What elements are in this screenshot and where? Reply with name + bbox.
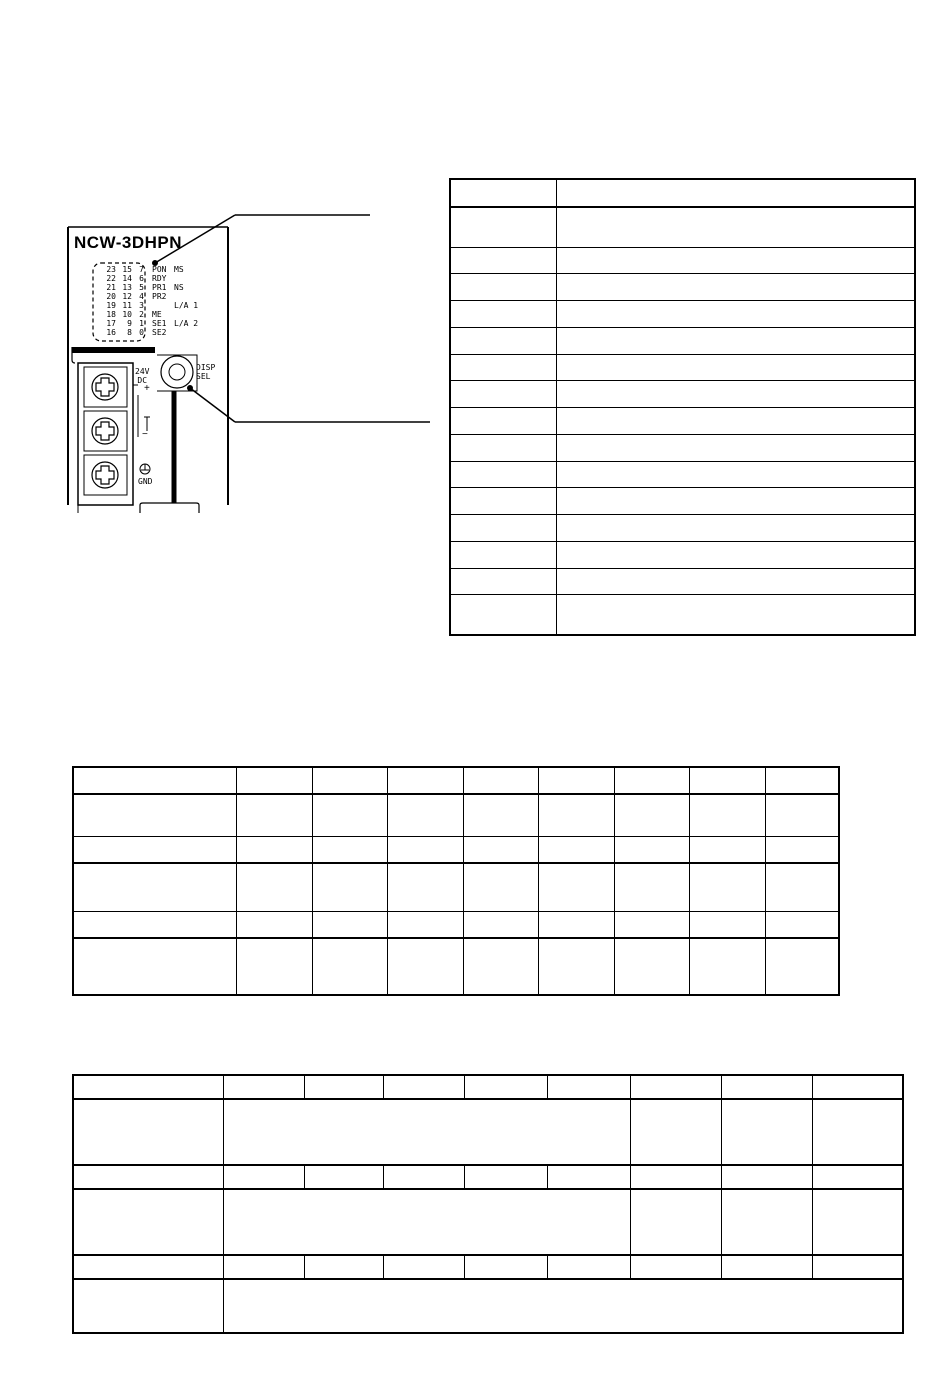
table-row xyxy=(450,515,915,542)
table-row xyxy=(450,408,915,435)
table-header-row xyxy=(73,767,839,794)
table-row xyxy=(450,327,915,354)
la2-label: L/A 2 xyxy=(174,319,199,328)
la1-label: L/A 1 xyxy=(174,301,199,310)
table-row xyxy=(73,1099,903,1165)
table-row xyxy=(450,461,915,488)
table-row xyxy=(73,1189,903,1255)
gnd-label: GND xyxy=(138,477,153,486)
table-row xyxy=(450,247,915,274)
table-row xyxy=(73,1279,903,1333)
disp-sel-label: DISP SEL xyxy=(196,363,216,381)
table-row xyxy=(450,568,915,595)
led-number-column-2: 15 14 13 12 11 10 9 8 xyxy=(122,265,132,337)
display-select-table-2 xyxy=(72,1074,904,1334)
table-row xyxy=(450,541,915,568)
table-row xyxy=(450,434,915,461)
led-number-column-1: 23 22 21 20 19 18 17 16 xyxy=(106,265,116,337)
display-select-table-1 xyxy=(72,766,840,996)
table-header-row xyxy=(73,1075,903,1099)
power-label: 24V DC xyxy=(135,367,150,385)
led-description-table xyxy=(449,178,916,636)
module-front-panel-illustration xyxy=(60,205,440,515)
table-header-row xyxy=(450,179,915,207)
table-row xyxy=(73,863,839,911)
table-row xyxy=(73,911,839,938)
table-row xyxy=(73,1255,903,1279)
plus-sign: + xyxy=(144,383,150,394)
minus-sign: − xyxy=(142,429,148,440)
ms-label: MS xyxy=(174,265,184,274)
ns-label: NS xyxy=(174,283,184,292)
model-label: NCW-3DHPN xyxy=(74,233,183,252)
table-row xyxy=(73,836,839,863)
status-led-labels: PON RDY PR1 PR2 ME SE1 SE2 xyxy=(152,265,167,337)
table-row xyxy=(450,301,915,328)
table-row xyxy=(450,595,915,635)
table-row xyxy=(73,938,839,995)
table-row xyxy=(450,354,915,381)
table-row xyxy=(450,274,915,301)
table-row xyxy=(73,794,839,836)
led-number-column-3: 7 6 5 4 3 2 1 0 xyxy=(139,265,144,337)
table-row xyxy=(450,381,915,408)
table-row xyxy=(450,488,915,515)
table-row xyxy=(450,207,915,247)
table-row xyxy=(73,1165,903,1189)
